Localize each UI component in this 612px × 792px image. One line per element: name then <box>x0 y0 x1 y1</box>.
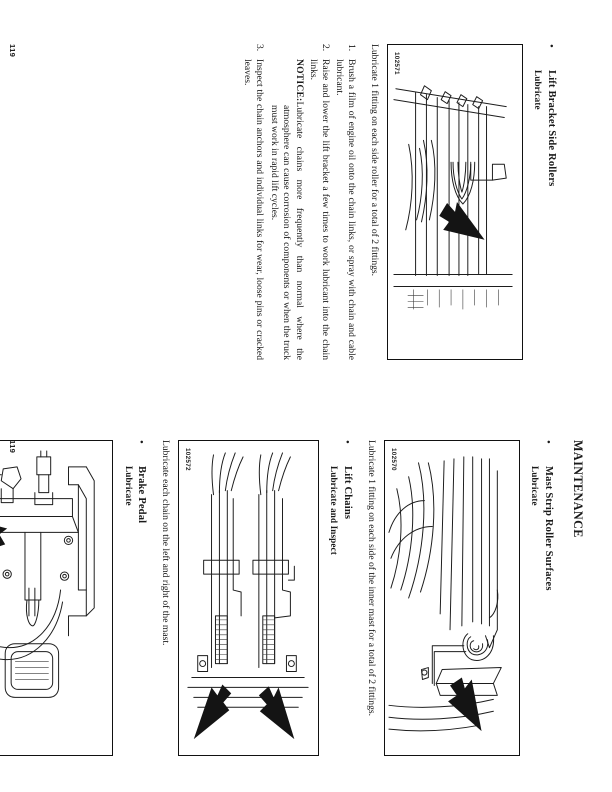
section-title: Lift Bracket Side Rollers <box>546 70 557 187</box>
header-spacer <box>558 44 584 360</box>
list-item-marker: 1. <box>346 44 358 52</box>
list-item-marker: 3. <box>254 44 266 52</box>
figure-caption: Lubricate 1 fitting on each side of the inner mast for a total of 2 fittings. <box>365 440 377 717</box>
section-title: Lift Chains <box>341 466 353 520</box>
manual-page-right <box>0 396 612 792</box>
section-subtitle: Lubricate <box>530 466 541 506</box>
figure-line-art <box>385 441 519 755</box>
list-item-text: Inspect the chain anchors and individual links for wear, loose pins or cracked leaves. <box>241 59 266 360</box>
section-subtitle: Lubricate <box>533 70 544 110</box>
figure-id-label: 102572 <box>183 448 191 471</box>
bullet-marker-icon: • <box>340 440 353 444</box>
notice-label: NOTICE: <box>294 59 306 102</box>
figure-id-label: 102570 <box>389 448 397 471</box>
section-title: Mast Strip Roller Surfaces <box>542 466 554 591</box>
figure-caption: Lubricate 1 fitting on each side roller for a total of 2 fittings. <box>369 44 380 277</box>
figure-line-art <box>179 441 318 755</box>
list-item-marker: 2. <box>320 44 332 52</box>
section-mast-strip-roller-surfaces <box>529 440 555 756</box>
chapter-heading: MAINTENANCE <box>571 440 585 538</box>
figure-lift-bracket-side-rollers <box>387 44 523 360</box>
section-subtitle: Lubricate <box>123 466 134 506</box>
list-item <box>240 44 265 360</box>
bullet-marker-icon: • <box>135 440 148 444</box>
list-item-text: Raise and lower the lift bracket a few times to work lubricant into the chain links. <box>307 59 332 360</box>
section-subtitle: Lubricate and Inspect <box>329 466 340 555</box>
list-item <box>306 44 331 360</box>
section-title: Brake Pedal <box>136 466 148 524</box>
section-lift-chains <box>328 440 354 756</box>
figure-mast-strip-roller-surfaces <box>384 440 520 756</box>
notice-text: Lubricate chains more frequently than normal where the atmosphere can cause corrosion of components or when the truck must work in rapid lift cycles. <box>268 101 306 360</box>
page-number-right: 119 <box>8 440 17 454</box>
bullet-marker-icon: • <box>545 44 557 48</box>
figure-line-art <box>388 45 522 359</box>
figure-caption: Lubricate each chain on the left and right of the mast. <box>159 440 171 646</box>
page-number-left: 119 <box>8 44 17 58</box>
figure-line-art <box>0 441 112 755</box>
notice-callout <box>267 44 305 360</box>
section-brake-pedal <box>122 440 148 756</box>
figure-lift-chains <box>178 440 319 756</box>
figure-brake-pedal <box>0 440 113 756</box>
section-lift-bracket-side-rollers <box>532 44 558 360</box>
list-item <box>332 44 357 360</box>
lift-chain-procedure-list <box>240 44 357 360</box>
figure-id-label: 102571 <box>393 52 400 75</box>
bullet-marker-icon: • <box>541 440 554 444</box>
list-item-text: Brush a film of engine oil onto the chain links, or spray with chain and cable lubricant. <box>333 59 358 360</box>
